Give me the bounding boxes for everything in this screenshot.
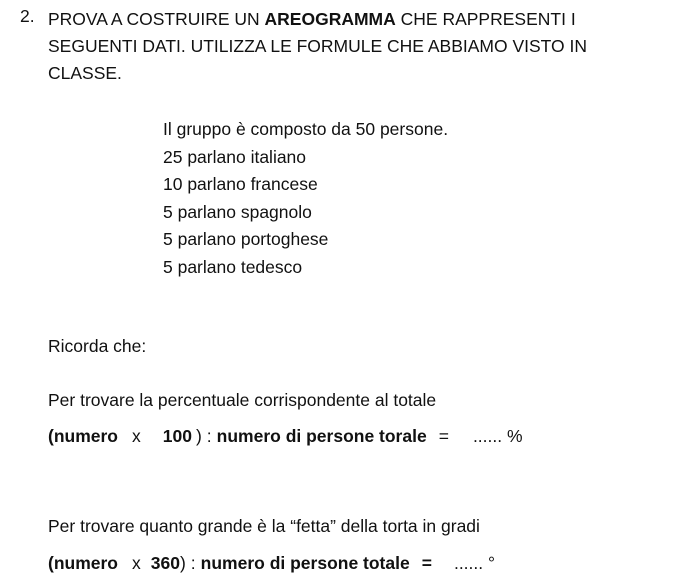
degree-rule-description: Per trovare quanto grande è la “fetta” della torta in gradi bbox=[48, 516, 480, 536]
formula-result-blank: ...... ° bbox=[453, 553, 495, 573]
formula-factor: 360 bbox=[150, 553, 180, 573]
percent-rule-description: Per trovare la percentuale corrispondente al totale bbox=[48, 390, 437, 410]
formula-result-blank: ...... % bbox=[472, 426, 523, 446]
reminder-heading: Ricorda che: bbox=[48, 336, 147, 356]
data-list bbox=[163, 116, 448, 281]
formula-colon: : bbox=[190, 553, 196, 573]
formula-equals: = bbox=[421, 553, 432, 573]
data-line: Il gruppo è composto da 50 persone. bbox=[163, 119, 449, 139]
formula-numero: (numero bbox=[48, 426, 118, 446]
formula-close-paren: ) bbox=[195, 426, 202, 446]
formula-divisor: numero di persone totale bbox=[200, 553, 410, 573]
formula-numero: (numero bbox=[48, 553, 118, 573]
instruction-text: CHE RAPPRESENTI I bbox=[395, 9, 576, 29]
exercise-instructions bbox=[48, 6, 587, 87]
instruction-line-3: CLASSE. bbox=[48, 63, 122, 83]
formula-equals: = bbox=[438, 426, 449, 446]
exercise-number: 2. bbox=[20, 6, 35, 26]
degree-formula bbox=[48, 553, 495, 574]
formula-colon: : bbox=[206, 426, 212, 446]
instruction-line-1 bbox=[48, 6, 587, 33]
formula-divisor: numero di persone torale bbox=[216, 426, 427, 446]
formula-close-paren: ) bbox=[179, 553, 186, 573]
data-line: 25 parlano italiano bbox=[163, 146, 307, 167]
formula-factor: 100 bbox=[162, 426, 192, 446]
instruction-line-2: SEGUENTI DATI. UTILIZZA LE FORMULE CHE ABBIAMO VISTO IN bbox=[48, 36, 588, 56]
instruction-text: PROVA A COSTRUIRE UN bbox=[48, 9, 265, 29]
data-line: 10 parlano francese bbox=[163, 174, 318, 194]
data-line: 5 parlano spagnolo bbox=[163, 201, 312, 222]
formula-times: x bbox=[132, 553, 141, 573]
formula-times: x bbox=[132, 426, 141, 446]
instruction-keyword: AREOGRAMMA bbox=[264, 9, 396, 29]
data-line: 5 parlano portoghese bbox=[163, 229, 329, 249]
data-line: 5 parlano tedesco bbox=[163, 256, 303, 277]
percent-formula bbox=[48, 426, 523, 447]
